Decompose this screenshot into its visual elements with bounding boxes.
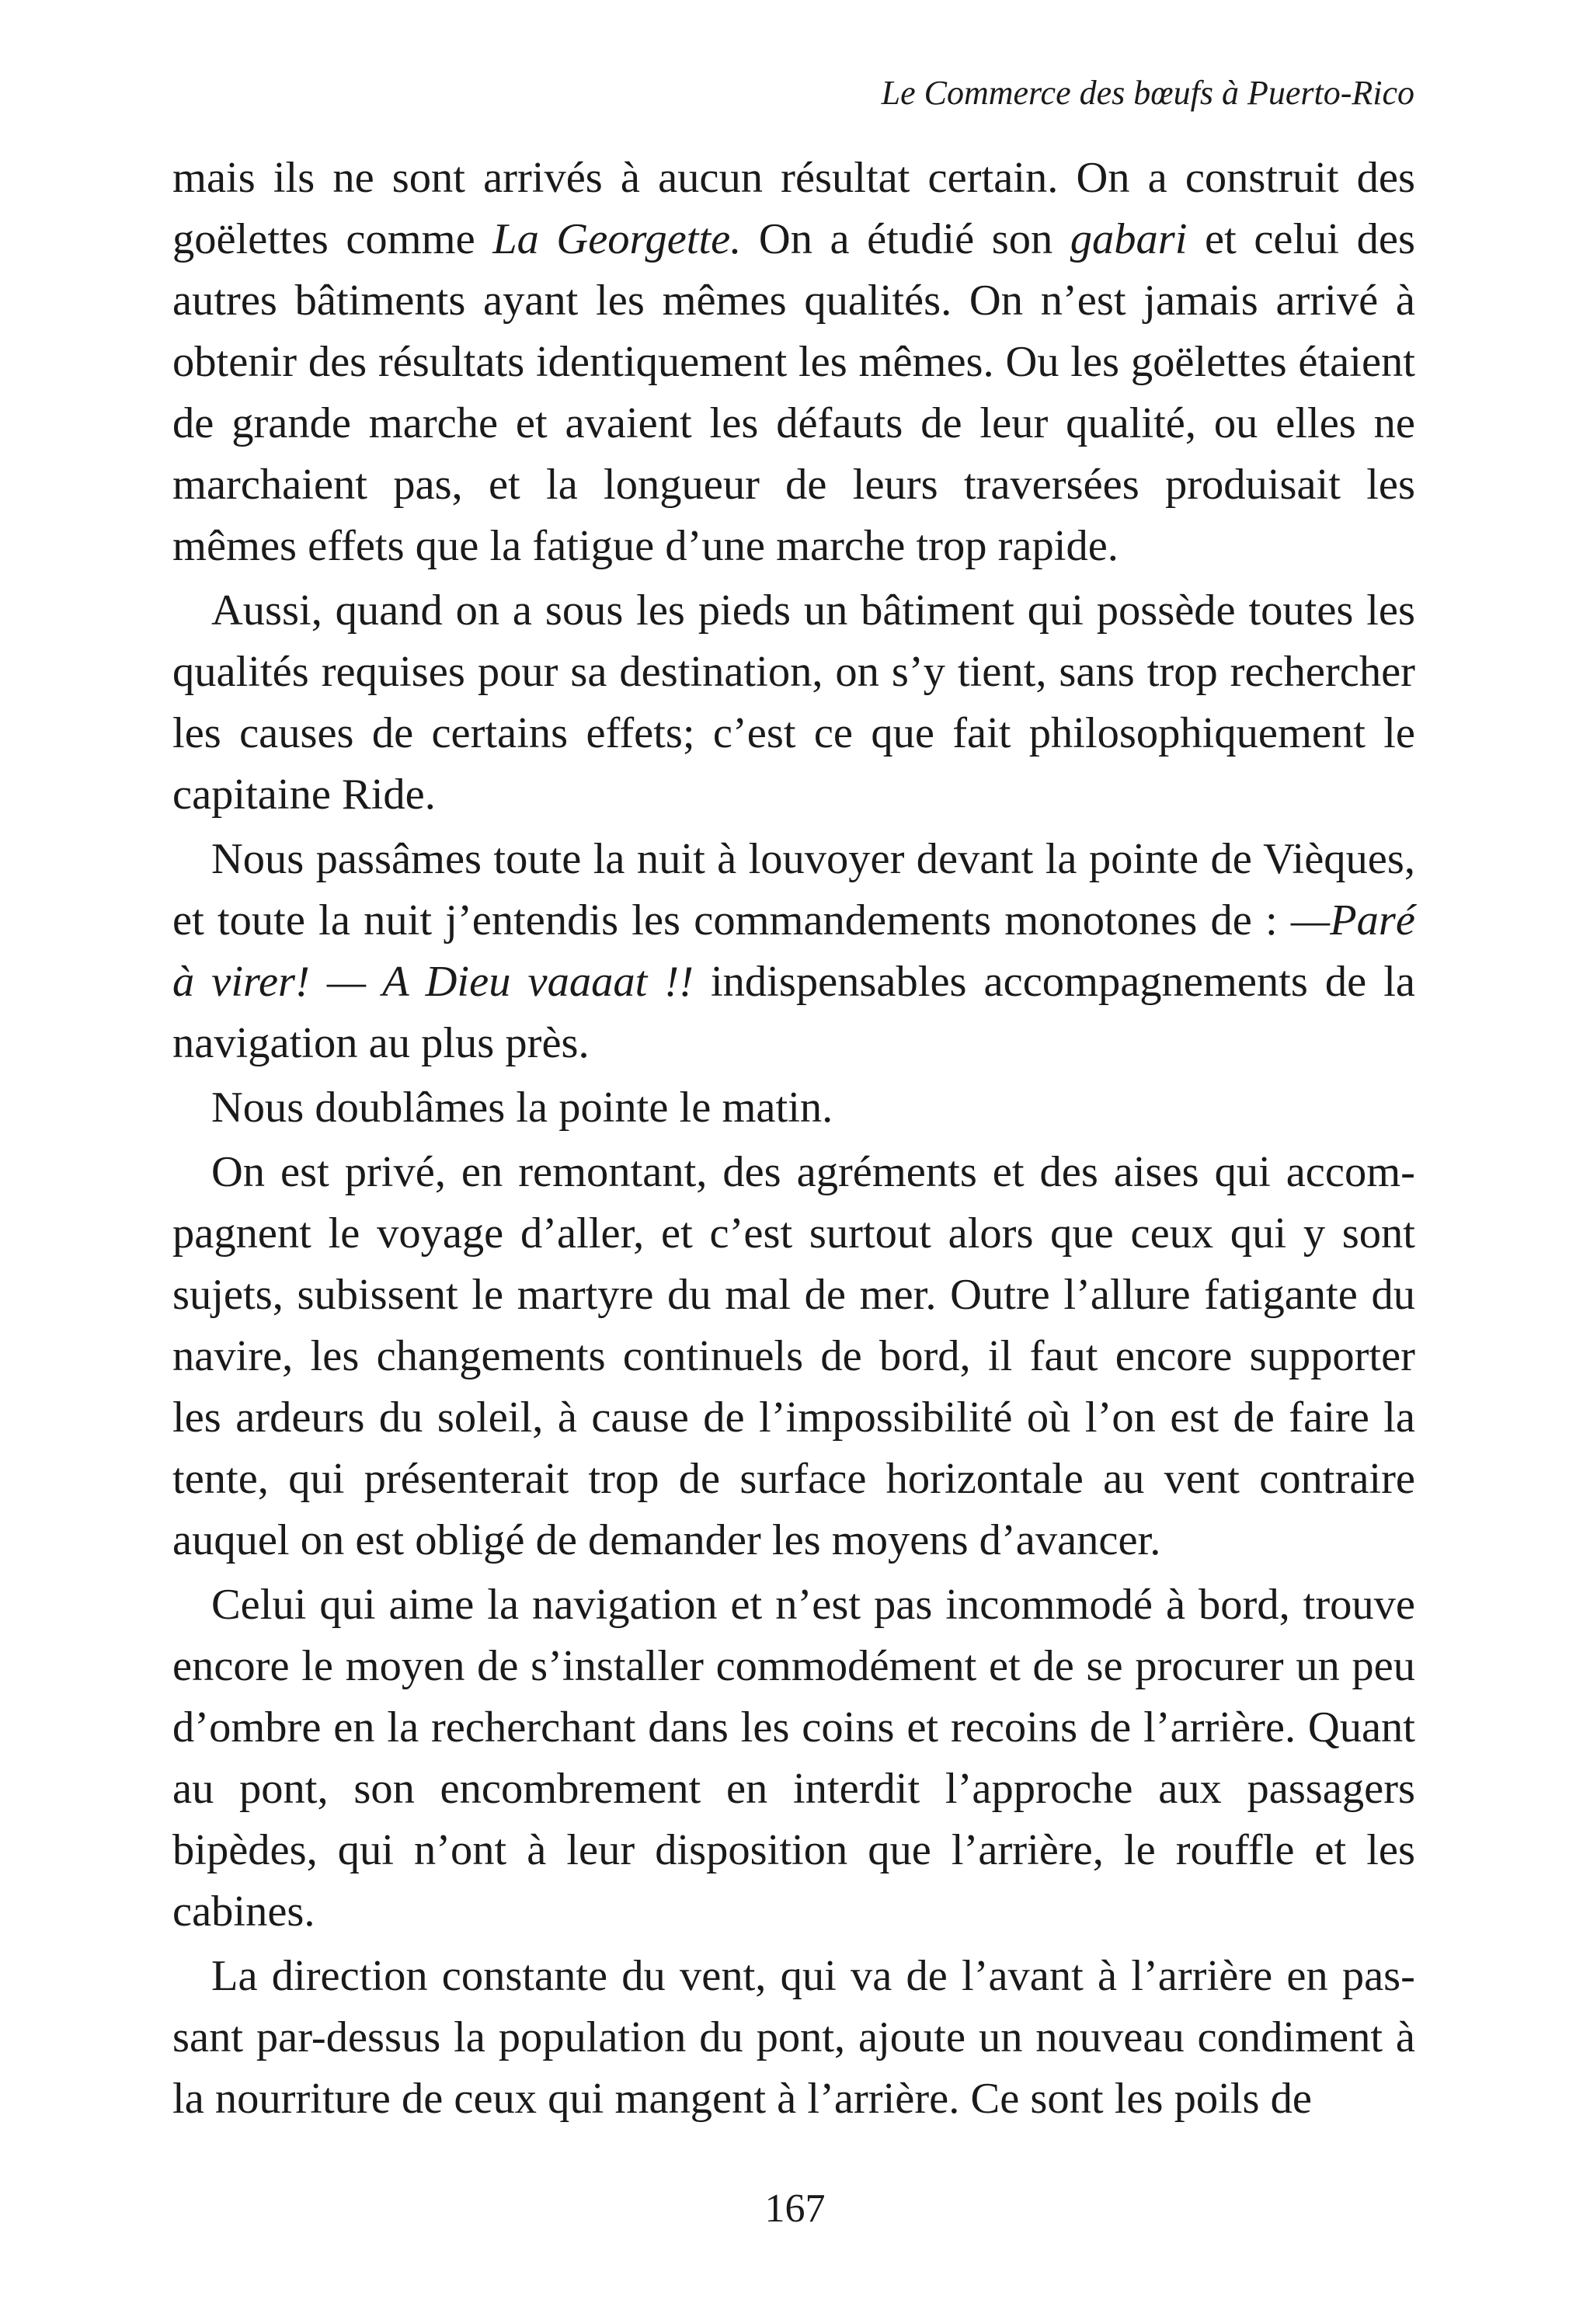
- page-number: 167: [764, 2187, 826, 2231]
- paragraph: Nous doublâmes la pointe le matin.: [211, 1084, 833, 1132]
- running-head: Le Commerce des bœufs à Puerto-Rico: [881, 74, 1414, 112]
- paragraph: Aussi, quand on a sous les pieds un bâtiment qui possède toutes les qualités requises pour sa destination, on s’y tient, sans trop rechercher les causes de certains effets; c’est ce que fait philosophiquement le capitaine Ride.: [172, 586, 1415, 819]
- paragraph: Nous passâmes toute la nuit à louvoyer devant la pointe de Vièques, et toute la nuit j’entendis les commandements monotones de : —Paré à virer! — A Dieu vaaaat !! indispensables accompagnements de la navigation au plus près.: [172, 835, 1415, 1067]
- paragraph: mais ils ne sont arrivés à aucun résultat certain. On a construit des goëlettes comme La Georgette. On a étudié son gabari et celui des autres bâtiments ayant les mêmes qualités. On n’est jamais arrivé à obtenir des résultats identiquement les mêmes. Ou les goëlettes étaient de grande marche et avaient les défauts de leur qualité, ou elles ne marchaient pas, et la longueur de leurs traversées produisait les mêmes effets que la fatigue d’une marche trop rapide.: [172, 154, 1415, 570]
- paragraph: On est privé, en remontant, des agréments et des aises qui accompagnent le voyage d’aller, et c’est surtout alors que ceux qui y sont sujets, subissent le martyre du mal de mer. Outre l’allure fatigante du navire, les changements continuels de bord, il faut encore supporter les ardeurs du soleil, à cause de l’impossibilité où l’on est de faire la tente, qui présenterait trop de surface horizontale au vent contraire auquel on est obligé de demander les moyens d’avancer.: [172, 1148, 1415, 1564]
- paragraph: La direction constante du vent, qui va de l’avant à l’arrière en passant par-dessus la population du pont, ajoute un nouveau condiment à la nourriture de ceux qui mangent à l’arrière. Ce sont les poils de: [172, 1952, 1415, 2123]
- paragraph: Celui qui aime la navigation et n’est pas incommodé à bord, trouve encore le moyen de s’installer commodément et de se procurer un peu d’ombre en la recherchant dans les coins et recoins de l’arrière. Quant au pont, son encombrement en interdit l’approche aux passagers bipèdes, qui n’ont à leur disposition que l’arrière, le rouffle et les cabines.: [172, 1581, 1415, 1936]
- body-text: [172, 148, 1415, 2130]
